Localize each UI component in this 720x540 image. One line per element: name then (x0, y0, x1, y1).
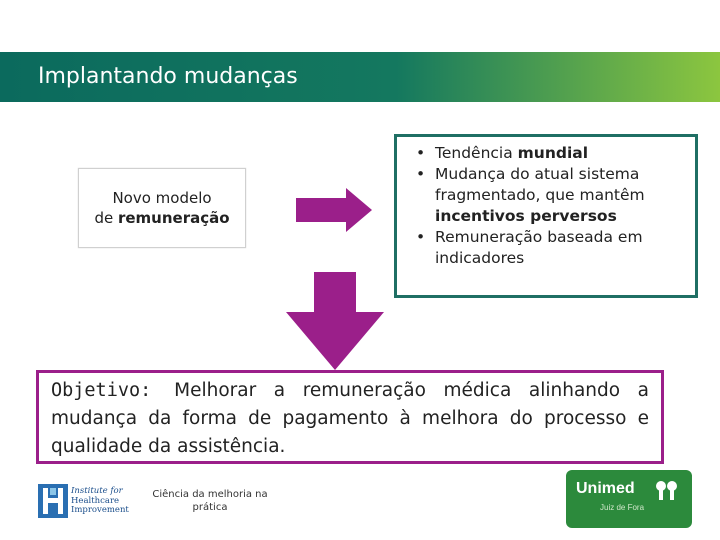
trends-box (394, 134, 698, 298)
trend-item-1 (407, 143, 687, 164)
right-arrow-icon (296, 188, 372, 232)
footer-caption: Ciência da melhoria na prática (152, 489, 268, 513)
new-model-line1: Novo modelo (112, 189, 212, 207)
unimed-tree-icon (654, 480, 680, 500)
trend-item-1-bold: mundial (517, 144, 589, 162)
new-model-line2 (94, 208, 229, 228)
ihi-wordmark (71, 487, 129, 516)
trend-item-3 (407, 227, 687, 269)
top-band (0, 0, 720, 50)
unimed-logo (566, 470, 692, 528)
objective-label: Objetivo: (51, 380, 152, 401)
objective-box (36, 370, 664, 464)
trend-item-2 (407, 164, 687, 227)
new-model-prefix: de (94, 209, 118, 227)
objective-text: Melhorar a remuneração médica alinhando a mudança da forma de pagamento à melhora do processo e qualidade da assistência. (51, 380, 650, 457)
trend-item-1-text: Tendência (435, 144, 518, 162)
trend-item-2-text: Mudança do atual sistema fragmentado, que mantêm (435, 165, 645, 204)
ihi-line3: Improvement (71, 505, 129, 515)
unimed-brand: Unimed (576, 480, 635, 497)
ihi-logo-icon (38, 484, 68, 518)
down-arrow-icon (286, 272, 384, 370)
trend-item-2-bold: incentivos perversos (435, 207, 617, 225)
new-model-box (78, 168, 246, 248)
trend-item-3-text: Remuneração baseada em indicadores (435, 228, 643, 267)
title-bar (0, 52, 720, 102)
page-title: Implantando mudanças (38, 64, 298, 89)
trends-list (407, 143, 687, 269)
unimed-sub: Juiz de Fora (600, 503, 645, 512)
ihi-line2: Healthcare (71, 495, 120, 506)
new-model-bold: remuneração (117, 209, 230, 227)
ihi-line1: Institute for (71, 486, 123, 496)
